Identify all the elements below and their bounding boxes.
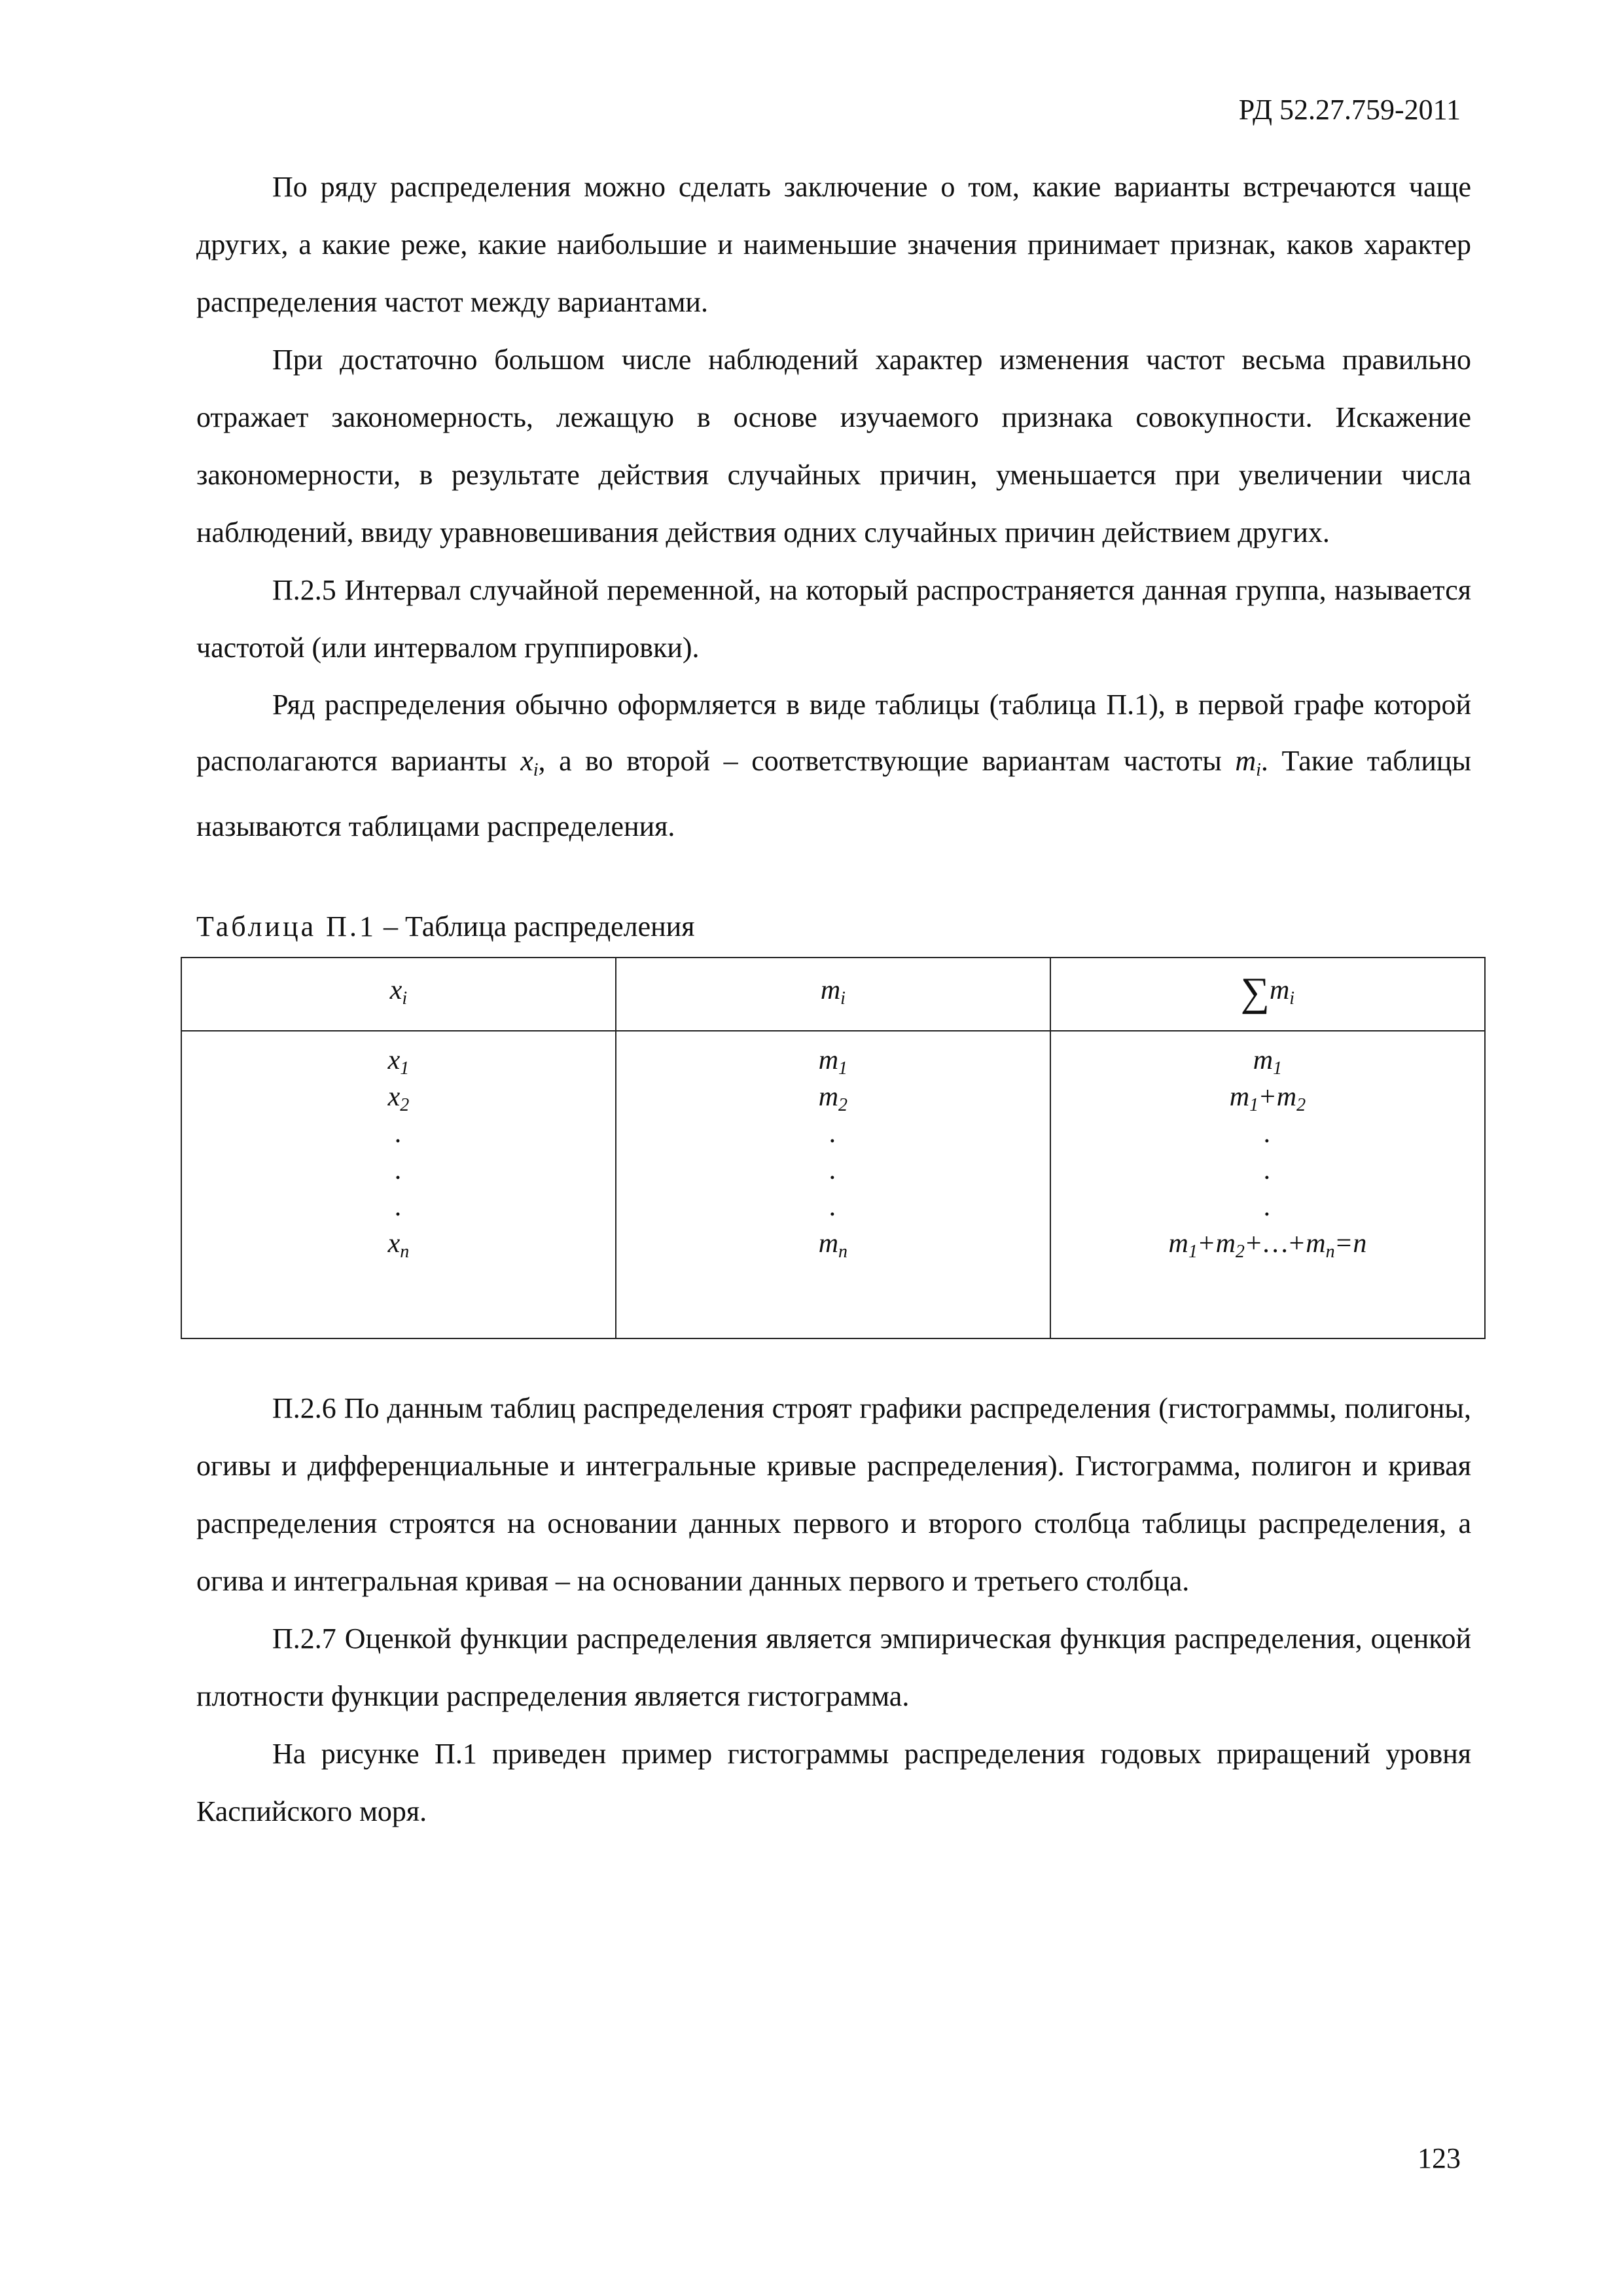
paragraph-6: П.2.7 Оценкой функции распределения является эмпирическая функция распределения, оценкой плотности функции распределения является гистограмма. (196, 1623, 1471, 1712)
dot: . (395, 1119, 402, 1149)
paragraph-4 (196, 677, 1471, 855)
header-sum-m-subscript: i (1289, 988, 1295, 1009)
paragraph-1: По ряду распределения можно сделать заключение о том, какие варианты встречаются чаще других, а какие реже, какие наибольшие и наименьшие значения принимает признак, каков характер распределения частот между вариантами. (196, 171, 1471, 318)
page-number: 123 (1418, 2142, 1461, 2174)
header-x-subscript: i (402, 988, 408, 1009)
column-variant (181, 1031, 616, 1338)
dot: . (1264, 1155, 1272, 1185)
dot: . (1264, 1192, 1272, 1222)
variable-x-subscript: i (533, 760, 539, 780)
spacer (196, 855, 1471, 908)
paragraph-7: На рисунке П.1 приведен пример гистограммы распределения годовых приращений уровня Каспийского моря. (196, 1738, 1471, 1827)
dot: . (395, 1192, 402, 1222)
dot: . (1264, 1119, 1272, 1149)
document-body (196, 158, 1471, 1840)
header-x: x (389, 975, 402, 1005)
document-code: РД 52.27.759-2011 (1238, 94, 1461, 126)
frequency-1: $m_1$ (818, 1045, 848, 1079)
table-caption-label: Таблица П.1 (196, 910, 376, 942)
header-m: m (820, 975, 841, 1005)
variable-m: m (1235, 745, 1257, 777)
paragraph-4-text-2: , а во второй – соответствующие вариантам частоты (538, 745, 1222, 777)
variable-x: x (520, 745, 533, 777)
column-frequency (616, 1031, 1050, 1338)
variant-2: $x_2$ (387, 1082, 410, 1115)
after-table-section (196, 1380, 1471, 1840)
variant-n: $x_n$ (387, 1229, 410, 1262)
paragraph-2: При достаточно большом числе наблюдений характер изменения частот весьма правильно отражает закономерность, лежащую в основе изучаемого признака совокупности. Искажение закономерности, в результате действия случайных причин, уменьшается при увеличении числа наблюдений, ввиду уравновешивания действия одних случайных причин действием других. (196, 344, 1471, 548)
table-header-row (181, 958, 1485, 1031)
paragraph-4-text-1: Ряд распределения обычно оформляется в виде таблицы (таблица П.1), в первой графе которой располагаются варианты (196, 689, 1471, 777)
frequency-2: $m_2$ (818, 1082, 848, 1115)
cumulative-2: $m_1+m_2$ (1229, 1082, 1306, 1115)
paragraph-3: П.2.5 Интервал случайной переменной, на который распространяется данная группа, называется частотой (или интервалом группировки). (196, 574, 1471, 664)
table-caption (196, 908, 1471, 945)
cumulative-n: $m_1+m_2+\dots+m_n=n$ (1168, 1229, 1367, 1262)
header-variant (181, 958, 616, 1031)
header-sum-m: m (1269, 975, 1290, 1005)
cumulative-1: $m_1$ (1253, 1045, 1283, 1079)
header-frequency (616, 958, 1050, 1031)
frequency-n: $m_n$ (818, 1229, 848, 1262)
dot: . (829, 1192, 837, 1222)
dot: . (829, 1119, 837, 1149)
dot: . (395, 1155, 402, 1185)
variant-1: $x_1$ (387, 1045, 410, 1079)
sum-symbol: ∑ (1240, 969, 1270, 1014)
paragraph-4-text-3: . Такие таблицы называются таблицами распределения. (196, 745, 1472, 842)
paragraph-5: П.2.6 По данным таблиц распределения строят графики распределения (гистограммы, полигоны, огивы и дифференциальные и интегральные кривые распределения). Гистограмма, полигон и кривая распределения строятся на основании данных первого и второго столбца таблицы распределения, а огива и интегральная кривая – на основании данных первого и третьего столбца. (196, 1392, 1471, 1597)
header-m-subscript: i (840, 988, 846, 1009)
table-row (181, 1031, 1485, 1338)
column-cumulative (1050, 1031, 1485, 1338)
header-cumulative (1050, 958, 1485, 1031)
variable-m-subscript: i (1256, 760, 1261, 780)
table-caption-title: – Таблица распределения (376, 910, 695, 942)
dot: . (829, 1155, 837, 1185)
distribution-table (181, 957, 1486, 1339)
